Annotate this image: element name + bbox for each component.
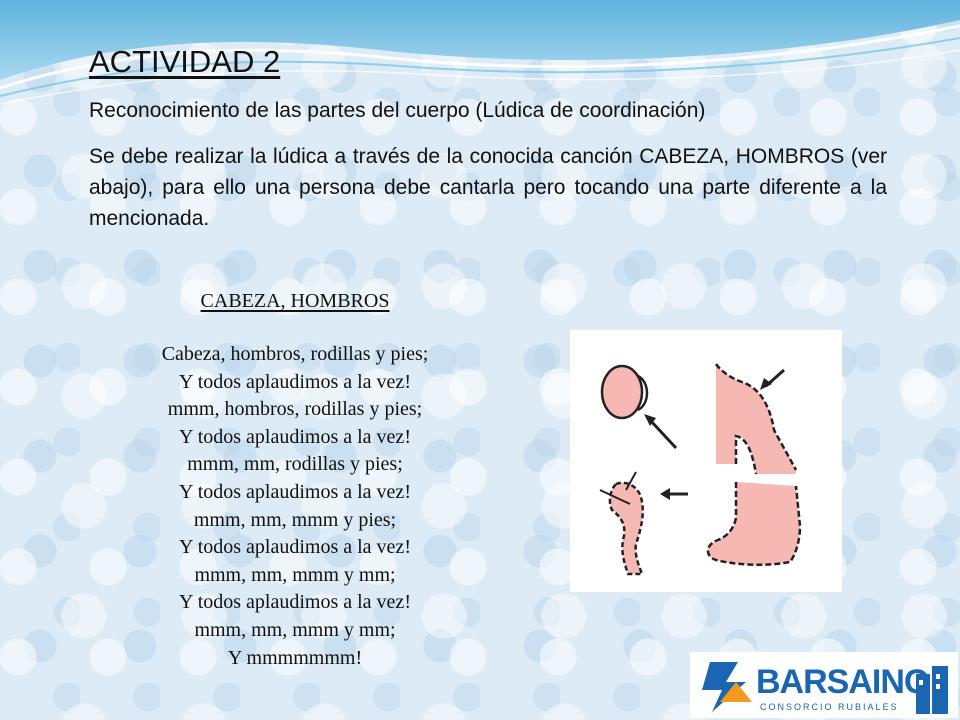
slide-title: ACTIVIDAD 2 [89,44,281,79]
song-line: Y mmmmmmm! [227,646,363,669]
slide-subtitle: Reconocimiento de las partes del cuerpo (Lúdica de coordinación) [89,99,706,122]
song-line: mmm, mm, mmm y mm; [194,563,396,586]
logo-name: BARSAINC [756,663,928,701]
song-line: Y todos aplaudimos a la vez! [179,591,411,614]
song-line: Cabeza, hombros, rodillas y pies; [161,343,429,365]
song-line: Y todos aplaudimos a la vez! [179,536,411,559]
song-title: CABEZA, HOMBROS [200,290,390,312]
activity-instructions: Se debe realizar la lúdica a través de la conocida canción CABEZA, HOMBROS (ver abajo), para ello una persona debe cantarla pero tocando una parte diferente a la mencionada. [89,145,887,230]
song-line: Y todos aplaudimos a la vez! [179,480,411,503]
head-icon [602,366,676,448]
logo-tagline: CONSORCIO RUBIALES [760,702,899,712]
song-line: Y todos aplaudimos a la vez! [179,425,411,448]
knee-icon [600,472,688,574]
song-line: mmm, mm, mmm y mm; [194,618,396,641]
shoulder-icon [716,364,796,474]
body-parts-illustration [570,330,842,592]
company-logo [690,652,958,718]
foot-icon [708,482,800,565]
song-line: Y todos aplaudimos a la vez! [179,370,411,393]
song-line: mmm, mm, mmm y pies; [193,508,397,531]
lightning-logo-icon [702,662,752,712]
song-line: mmm, mm, rodillas y pies; [187,453,403,476]
song-line: mmm, hombros, rodillas y pies; [167,398,423,421]
song-lyrics [100,290,490,672]
